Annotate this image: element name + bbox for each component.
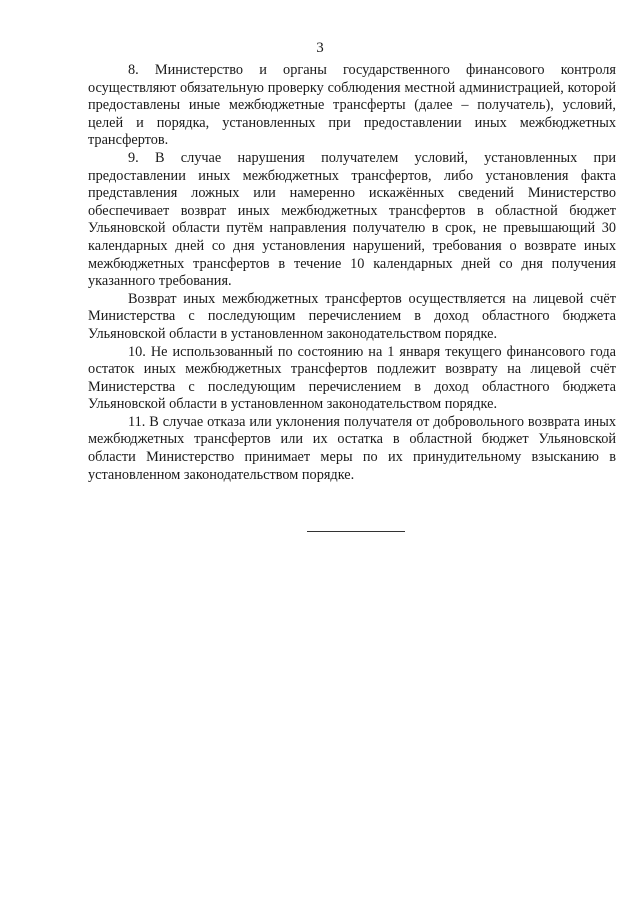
closing-rule <box>307 531 405 532</box>
paragraph-11: 11. В случае отказа или уклонения получателя от добровольного возврата иных межбюджетных трансфертов или их остатка в областной бюджет Ульяновской области Министерство принимает меры по их принудительному взысканию в установленном законодательством порядке. <box>88 413 616 483</box>
paragraph-8: 8. Министерство и органы государственного финансового контроля осуществляют обязательную проверку соблюдения местной администрацией, которой предоставлены иные межбюджетные трансферты (далее – получатель), условий, целей и порядка, установленных при предоставлении иных межбюджетных трансфертов. <box>88 62 616 149</box>
paragraph-9-return: Возврат иных межбюджетных трансфертов осуществляется на лицевой счёт Министерства с последующим перечислением в доход областного бюджета Ульяновской области в установленном законодательством порядке. <box>88 290 616 342</box>
page-number: 3 <box>316 40 324 56</box>
paragraph-10: 10. Не использованный по состоянию на 1 января текущего финансового года остаток иных межбюджетных трансфертов подлежит возврату на лицевой счёт Министерства с последующим перечислением в доход областного бюджета Ульяновской области в установленном законодательством порядке. <box>88 343 616 413</box>
document-body <box>88 62 616 484</box>
paragraph-9: 9. В случае нарушения получателем условий, установленных при предоставлении иных межбюджетных трансфертов, либо установления факта представления ложных или намеренно искажённых сведений Министерство обеспечивает возврат иных межбюджетных трансфертов в областной бюджет Ульяновской области путём направления получателю в срок, не превышающий 30 календарных дней со дня установления нарушений, требования о возврате иных межбюджетных трансфертов в течение 10 календарных дней со дня получения указанного требования. <box>88 149 616 290</box>
